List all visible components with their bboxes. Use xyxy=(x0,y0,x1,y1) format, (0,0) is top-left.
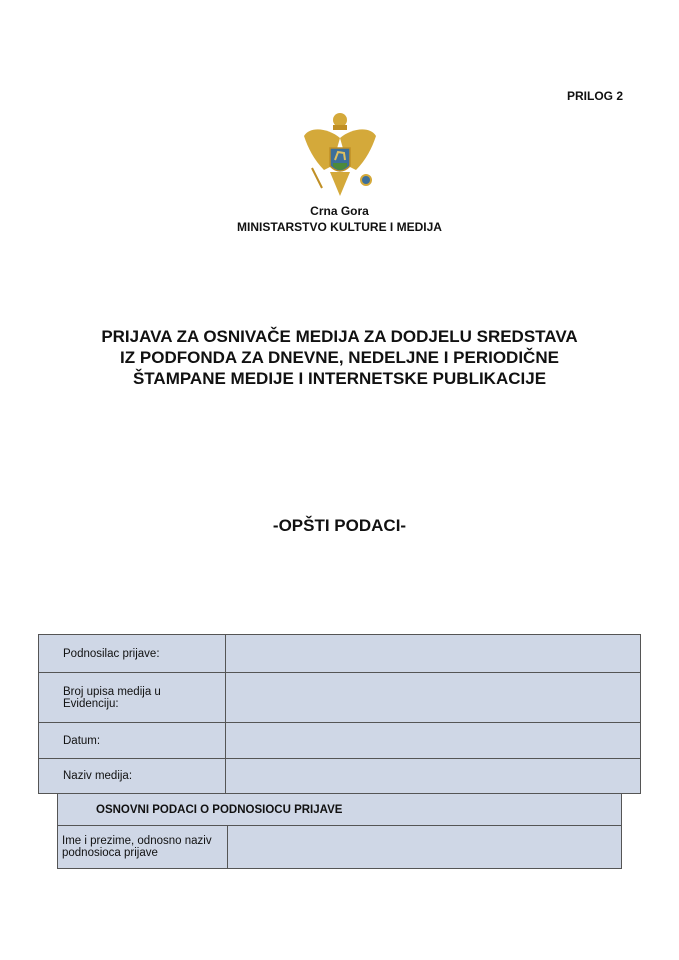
general-data-table xyxy=(38,634,641,794)
table-row xyxy=(39,635,641,673)
date-field[interactable] xyxy=(226,723,641,759)
field-label: Broj upisa medija u Evidenciju: xyxy=(39,673,226,723)
title-line: ŠTAMPANE MEDIJE I INTERNETSKE PUBLIKACIJE xyxy=(132,369,547,388)
applicant-field[interactable] xyxy=(226,635,641,673)
field-label: Datum: xyxy=(39,723,226,759)
registration-number-field[interactable] xyxy=(226,673,641,723)
table-row xyxy=(39,723,641,759)
table-row xyxy=(58,826,622,869)
title-line: IZ PODFONDA ZA DNEVNE, NEDELJNE I PERIODIČNE xyxy=(120,348,559,367)
table-row xyxy=(39,759,641,794)
table-row xyxy=(39,673,641,723)
annex-label: PRILOG 2 xyxy=(566,89,623,103)
media-name-field[interactable] xyxy=(226,759,641,794)
ministry-name: MINISTARSTVO KULTURE I MEDIJA xyxy=(237,220,442,234)
applicant-name-field[interactable] xyxy=(228,826,622,869)
section-title: -OPŠTI PODACI- xyxy=(272,516,407,535)
field-label: Naziv medija: xyxy=(39,759,226,794)
field-label: Podnosilac prijave: xyxy=(39,635,226,673)
document-title xyxy=(30,326,649,389)
country-name: Crna Gora xyxy=(310,204,369,218)
table-header-row xyxy=(58,794,622,826)
title-line: PRIJAVA ZA OSNIVAČE MEDIJA ZA DODJELU SREDSTAVA xyxy=(101,327,578,346)
table-header: OSNOVNI PODACI O PODNOSIOCU PRIJAVE xyxy=(58,794,622,826)
applicant-data-table xyxy=(57,793,622,869)
field-label: Ime i prezime, odnosno naziv podnosioca prijave xyxy=(58,826,228,869)
coat-of-arms-icon xyxy=(300,108,380,203)
